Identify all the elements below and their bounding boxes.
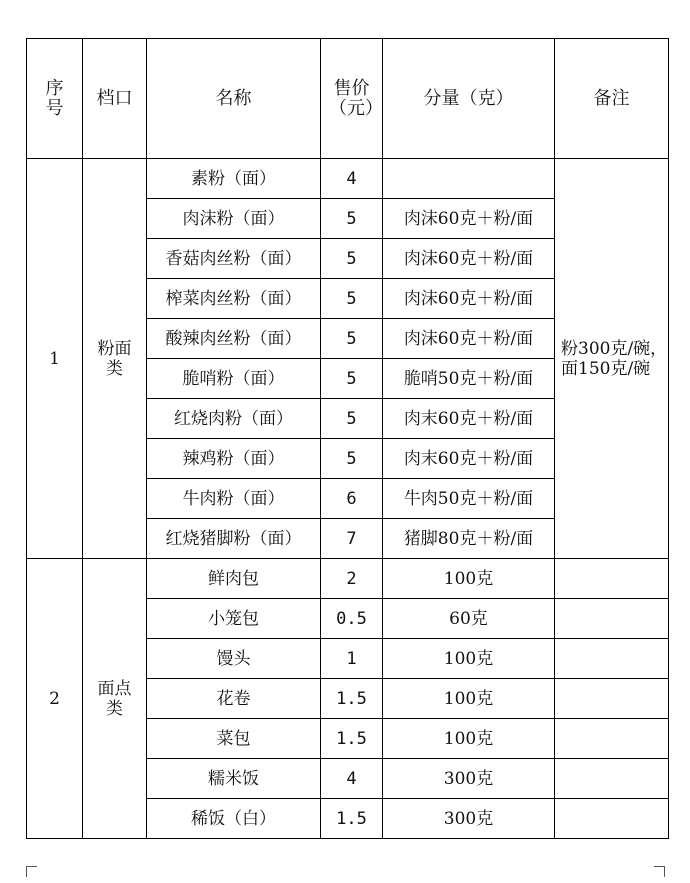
item-note [555, 719, 669, 759]
group-note: 粉300克/碗，面150克/碗 [555, 159, 669, 559]
header-portion: 分量（克） [383, 39, 555, 159]
item-name: 脆哨粉（面） [147, 359, 321, 399]
item-price: 4 [321, 159, 383, 199]
header-seq: 序号 [27, 39, 83, 159]
item-portion: 肉末60克＋粉/面 [383, 439, 555, 479]
item-price: 5 [321, 199, 383, 239]
item-portion: 脆哨50克＋粉/面 [383, 359, 555, 399]
group-seq: 1 [27, 159, 83, 559]
item-name: 馒头 [147, 639, 321, 679]
item-note [555, 799, 669, 839]
item-price: 5 [321, 279, 383, 319]
item-name: 稀饭（白） [147, 799, 321, 839]
item-price: 5 [321, 239, 383, 279]
item-price: 2 [321, 559, 383, 599]
group-stall: 面点类 [83, 559, 147, 839]
item-price: 6 [321, 479, 383, 519]
page-corner-mark-right [654, 866, 665, 877]
item-price: 5 [321, 399, 383, 439]
item-portion: 300克 [383, 799, 555, 839]
item-portion: 猪脚80克＋粉/面 [383, 519, 555, 559]
item-price: 1 [321, 639, 383, 679]
item-price: 4 [321, 759, 383, 799]
item-name: 肉沫粉（面） [147, 199, 321, 239]
item-name: 花卷 [147, 679, 321, 719]
item-price: 0.5 [321, 599, 383, 639]
item-price: 5 [321, 319, 383, 359]
item-note [555, 559, 669, 599]
item-note [555, 639, 669, 679]
item-portion: 300克 [383, 759, 555, 799]
group-seq: 2 [27, 559, 83, 839]
item-name: 小笼包 [147, 599, 321, 639]
item-price: 1.5 [321, 799, 383, 839]
item-price: 1.5 [321, 679, 383, 719]
item-name: 辣鸡粉（面） [147, 439, 321, 479]
item-portion: 牛肉50克＋粉/面 [383, 479, 555, 519]
header-name: 名称 [147, 39, 321, 159]
table-row [27, 159, 669, 199]
item-portion: 100克 [383, 559, 555, 599]
item-name: 酸辣肉丝粉（面） [147, 319, 321, 359]
header-price: 售价（元） [321, 39, 383, 159]
item-portion: 肉沫60克＋粉/面 [383, 279, 555, 319]
item-price: 5 [321, 359, 383, 399]
item-note [555, 679, 669, 719]
item-name: 素粉（面） [147, 159, 321, 199]
item-portion [383, 159, 555, 199]
item-name: 香菇肉丝粉（面） [147, 239, 321, 279]
item-name: 鲜肉包 [147, 559, 321, 599]
item-name: 榨菜肉丝粉（面） [147, 279, 321, 319]
item-price: 5 [321, 439, 383, 479]
item-portion: 100克 [383, 639, 555, 679]
item-portion: 100克 [383, 719, 555, 759]
item-price: 1.5 [321, 719, 383, 759]
item-name: 红烧肉粉（面） [147, 399, 321, 439]
header-note: 备注 [555, 39, 669, 159]
item-portion: 100克 [383, 679, 555, 719]
item-portion: 肉沫60克＋粉/面 [383, 239, 555, 279]
item-portion: 肉末60克＋粉/面 [383, 399, 555, 439]
item-name: 糯米饭 [147, 759, 321, 799]
table-row [27, 559, 669, 599]
header-stall: 档口 [83, 39, 147, 159]
item-note [555, 599, 669, 639]
page-corner-mark-left [26, 866, 37, 877]
item-price: 7 [321, 519, 383, 559]
item-name: 牛肉粉（面） [147, 479, 321, 519]
item-name: 红烧猪脚粉（面） [147, 519, 321, 559]
item-portion: 60克 [383, 599, 555, 639]
group-stall: 粉面类 [83, 159, 147, 559]
item-note [555, 759, 669, 799]
item-portion: 肉沫60克＋粉/面 [383, 199, 555, 239]
table-header-row [27, 39, 669, 159]
table-body [27, 159, 669, 839]
item-portion: 肉沫60克＋粉/面 [383, 319, 555, 359]
item-name: 菜包 [147, 719, 321, 759]
menu-price-table [26, 38, 669, 839]
